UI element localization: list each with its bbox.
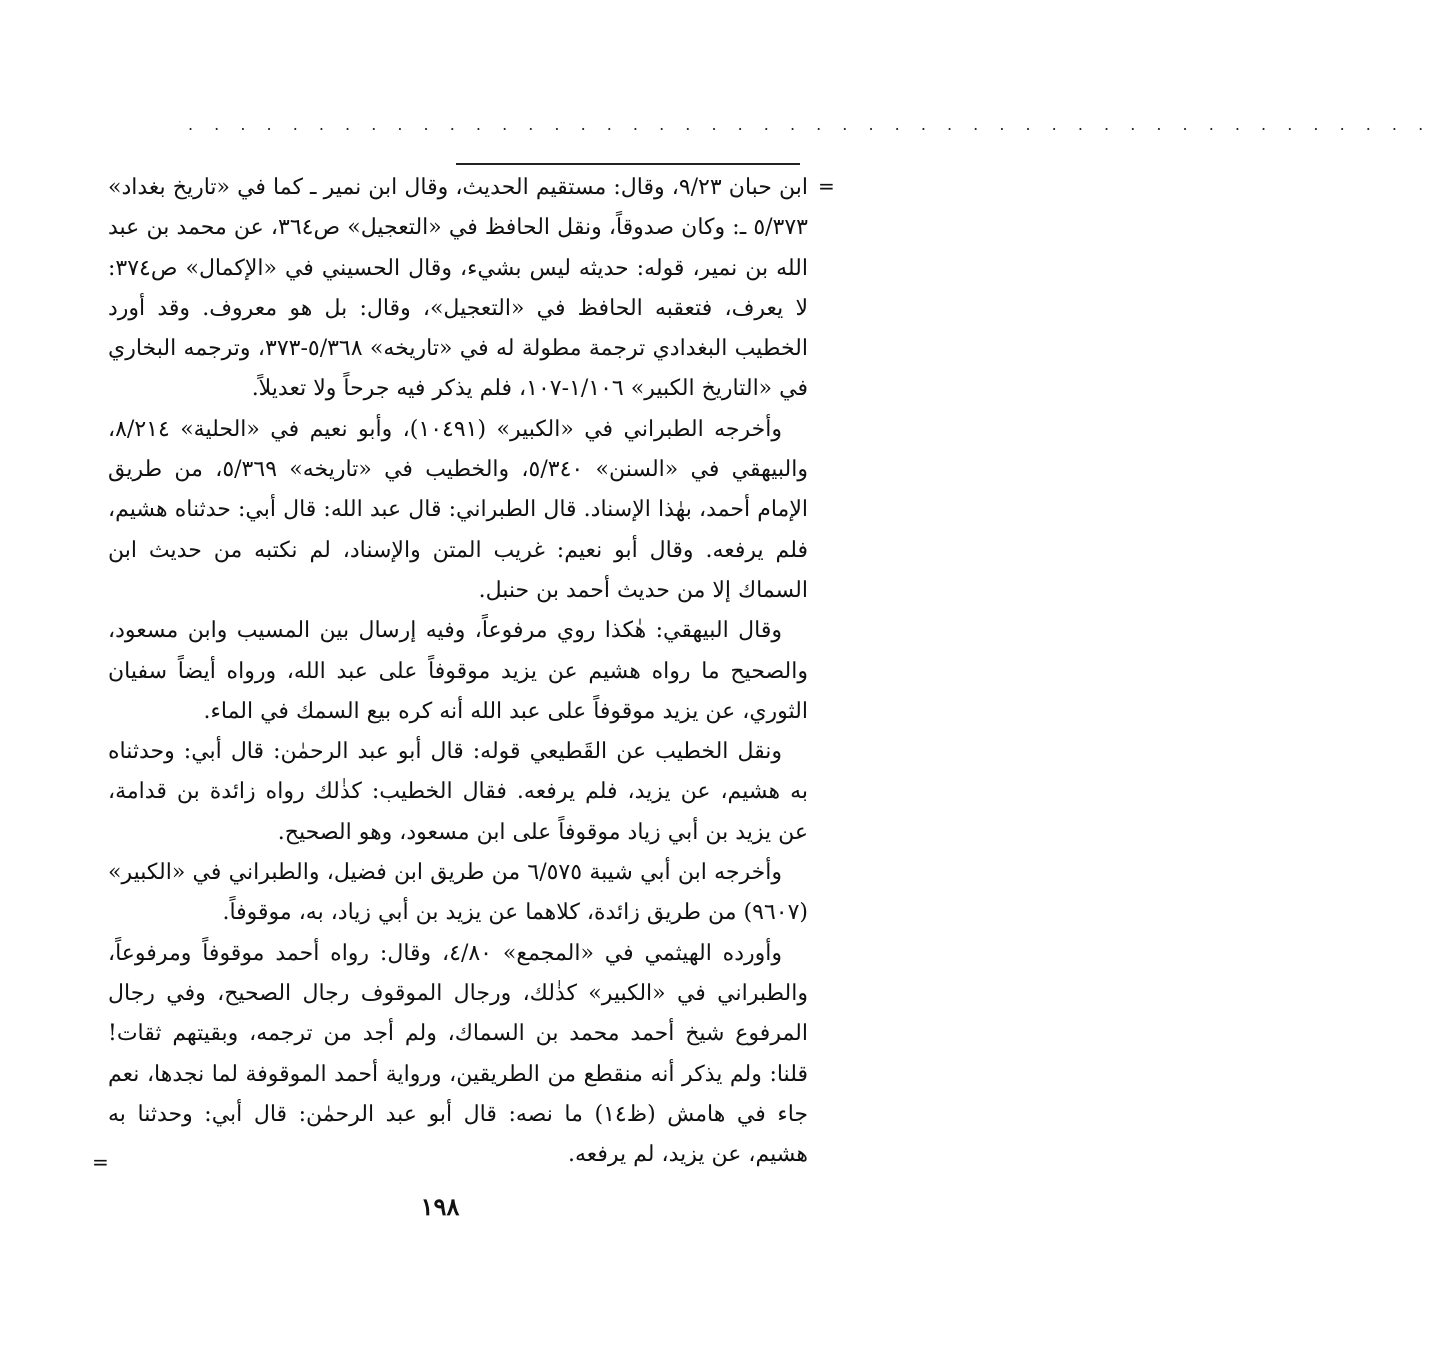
footnote-text-block xyxy=(108,168,808,1175)
continuation-mark-bottom: = xyxy=(92,1150,109,1174)
header-dotted-line: . . . . . . . . . . . . . . . . . . . . . . . . . . . . . . . . . . . . . . . . . . . . . . . . xyxy=(188,115,1431,134)
continuation-mark-top: = xyxy=(818,174,835,198)
paragraph: وقال البيهقي: هٰكذا روي مرفوعاً، وفيه إرسال بين المسيب وابن مسعود، والصحيح ما رواه هشيم عن يزيد موقوفاً على عبد الله، ورواه أيضاً سفيان الثوري، عن يزيد موقوفاً على عبد الله أنه كره بيع السمك في الماء. xyxy=(108,618,808,724)
footnote-separator-rule xyxy=(456,163,800,165)
paragraph: وأخرجه ابن أبي شيبة ٦/٥٧٥ من طريق ابن فضيل، والطبراني في «الكبير» (٩٦٠٧) من طريق زائدة، كلاهما عن يزيد بن أبي زياد، به، موقوفاً. xyxy=(108,860,808,926)
paragraph: ونقل الخطيب عن القَطيعي قوله: قال أبو عبد الرحمٰن: قال أبي: وحدثناه به هشيم، عن يزيد، فلم يرفعه. فقال الخطيب: كذٰلك رواه زائدة بن قدامة، عن يزيد بن أبي زياد موقوفاً على ابن مسعود، وهو الصحيح. xyxy=(108,739,808,845)
paragraph: ابن حبان ٩/٢٣، وقال: مستقيم الحديث، وقال ابن نمير ـ كما في «تاريخ بغداد» ٥/٣٧٣ ـ: وكان صدوقاً، ونقل الحافظ في «التعجيل» ص٣٦٤، عن محمد بن عبد الله بن نمير، قوله: حديثه ليس بشيء، وقال الحسيني في «الإكمال» ص٣٧٤: لا يعرف، فتعقبه الحافظ في «التعجيل»، وقال: بل هو معروف. وقد أورد الخطيب البغدادي ترجمة مطولة له في «تاريخه» ٥/٣٦٨-٣٧٣، وترجمه البخاري في «التاريخ الكبير» ١/١٠٦-١٠٧، فلم يذكر فيه جرحاً ولا تعديلاً. xyxy=(108,175,808,402)
paragraph: وأورده الهيثمي في «المجمع» ٤/٨٠، وقال: رواه أحمد موقوفاً ومرفوعاً، والطبراني في «الكبير» كذٰلك، ورجال الموقوف رجال الصحيح، وفي رجال المرفوع شيخ أحمد محمد بن السماك، ولم أجد من ترجمه، وبقيتهم ثقات! قلنا: ولم يذكر أنه منقطع من الطريقين، ورواية أحمد الموقوفة لما نجدها، نعم جاء في هامش (ظ١٤) ما نصه: قال أبو عبد الرحمٰن: قال أبي: وحدثنا به هشيم، عن يزيد، لم يرفعه. xyxy=(108,940,808,1168)
paragraph: وأخرجه الطبراني في «الكبير» (١٠٤٩١)، وأبو نعيم في «الحلية» ٨/٢١٤، والبيهقي في «السنن» ٥/٣٤٠، والخطيب في «تاريخه» ٥/٣٦٩، من طريق الإمام أحمد، بهٰذا الإسناد. قال الطبراني: قال عبد الله: قال أبي: حدثناه هشيم، فلم يرفعه. وقال أبو نعيم: غريب المتن والإسناد، لم نكتبه من حديث ابن السماك إلا من حديث أحمد بن حنبل. xyxy=(108,416,808,603)
page-number: ١٩٨ xyxy=(420,1192,460,1221)
